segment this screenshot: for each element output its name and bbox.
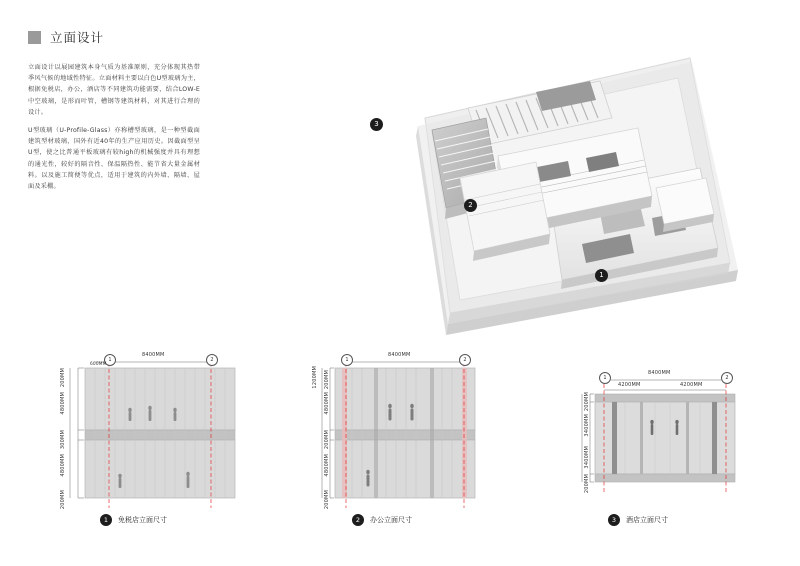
elevation-1-badge: 1	[100, 514, 112, 526]
render-callout-2[interactable]: 2	[464, 199, 477, 212]
left-dim-4800a: 4800MM	[324, 392, 330, 415]
sub-dim-left: 4200MM	[618, 382, 641, 388]
elevation-2-caption	[352, 514, 412, 526]
page-title-text: 立面设计	[50, 30, 105, 45]
page-title	[28, 28, 104, 46]
description-block	[28, 62, 200, 199]
left-dim-4800b: 4800MM	[60, 454, 66, 477]
render-callout-1[interactable]: 1	[595, 269, 608, 282]
elevation-3	[540, 370, 770, 530]
square-mark-icon	[28, 31, 41, 44]
axonometric-render	[300, 48, 780, 343]
left-dim-4800a: 4800MM	[60, 392, 66, 415]
grid-bubble-2: 2	[721, 372, 733, 384]
left-dim-3400a: 3400MM	[584, 414, 590, 437]
left-dim-200a: 200MM	[60, 368, 66, 388]
elevation-2	[290, 350, 490, 530]
left-dim-200b: 200MM	[584, 474, 590, 494]
elevation-1-caption-text: 免税店立面尺寸	[118, 516, 167, 524]
left-dim-1200: 1200MM	[312, 366, 318, 389]
left-dim-200b: 200MM	[60, 490, 66, 510]
left-dim-200a: 200MM	[584, 392, 590, 412]
top-dimension: 8400MM	[142, 352, 165, 358]
elevation-2-badge: 2	[352, 514, 364, 526]
grid-bubble-2: 2	[459, 354, 471, 366]
elevation-1	[20, 350, 250, 530]
paragraph-1: 立面设计以展园建筑本身气质为基准原则，充分体现其热带季风气候的地域性特征。立面材料主要以白色U型玻璃为主，根据免税店，办公，酒店等不同建筑功能需要，结合LOW-E中空玻璃，是形而叶管，槽钢等建筑材料，对其进行合理的设计。	[28, 64, 200, 116]
top-left-dimension: 600MM	[90, 362, 107, 367]
left-dim-200c: 200MM	[324, 490, 330, 510]
top-dimension: 8400MM	[648, 370, 671, 376]
top-dimension: 8400MM	[388, 352, 411, 358]
elevation-3-badge: 3	[608, 514, 620, 526]
grid-bubble-1: 1	[599, 372, 611, 384]
paragraph-2: U型玻璃（U-Profile-Glass）亦称槽型玻璃，是一种型截面建筑型材玻璃，国外有近40年的生产应用历史。因截面型呈U型，使之比普通平板玻璃有较high的机械强度并具有理想的通光性，较好的隔音性、保温隔热性、能节省大量金属材料。以及施工简便等优点，适用于建筑的内外墙、隔墙、屋面及采棚。	[28, 127, 200, 191]
left-dim-4800b: 4800MM	[324, 454, 330, 477]
elevation-1-caption	[100, 514, 167, 526]
grid-bubble-1: 1	[104, 354, 116, 366]
render-callout-3[interactable]: 3	[370, 118, 383, 131]
left-dim-200b: 200MM	[324, 430, 330, 450]
left-dim-300: 300MM	[60, 430, 66, 450]
left-dim-200a: 200MM	[324, 370, 330, 390]
elevation-3-caption	[608, 514, 668, 526]
sub-dim-right: 4200MM	[680, 382, 703, 388]
elevation-3-caption-text: 酒店立面尺寸	[626, 516, 668, 524]
grid-bubble-2: 2	[206, 354, 218, 366]
grid-bubble-1: 1	[341, 354, 353, 366]
left-dim-3400b: 3400MM	[584, 446, 590, 469]
elevation-2-caption-text: 办公立面尺寸	[370, 516, 412, 524]
